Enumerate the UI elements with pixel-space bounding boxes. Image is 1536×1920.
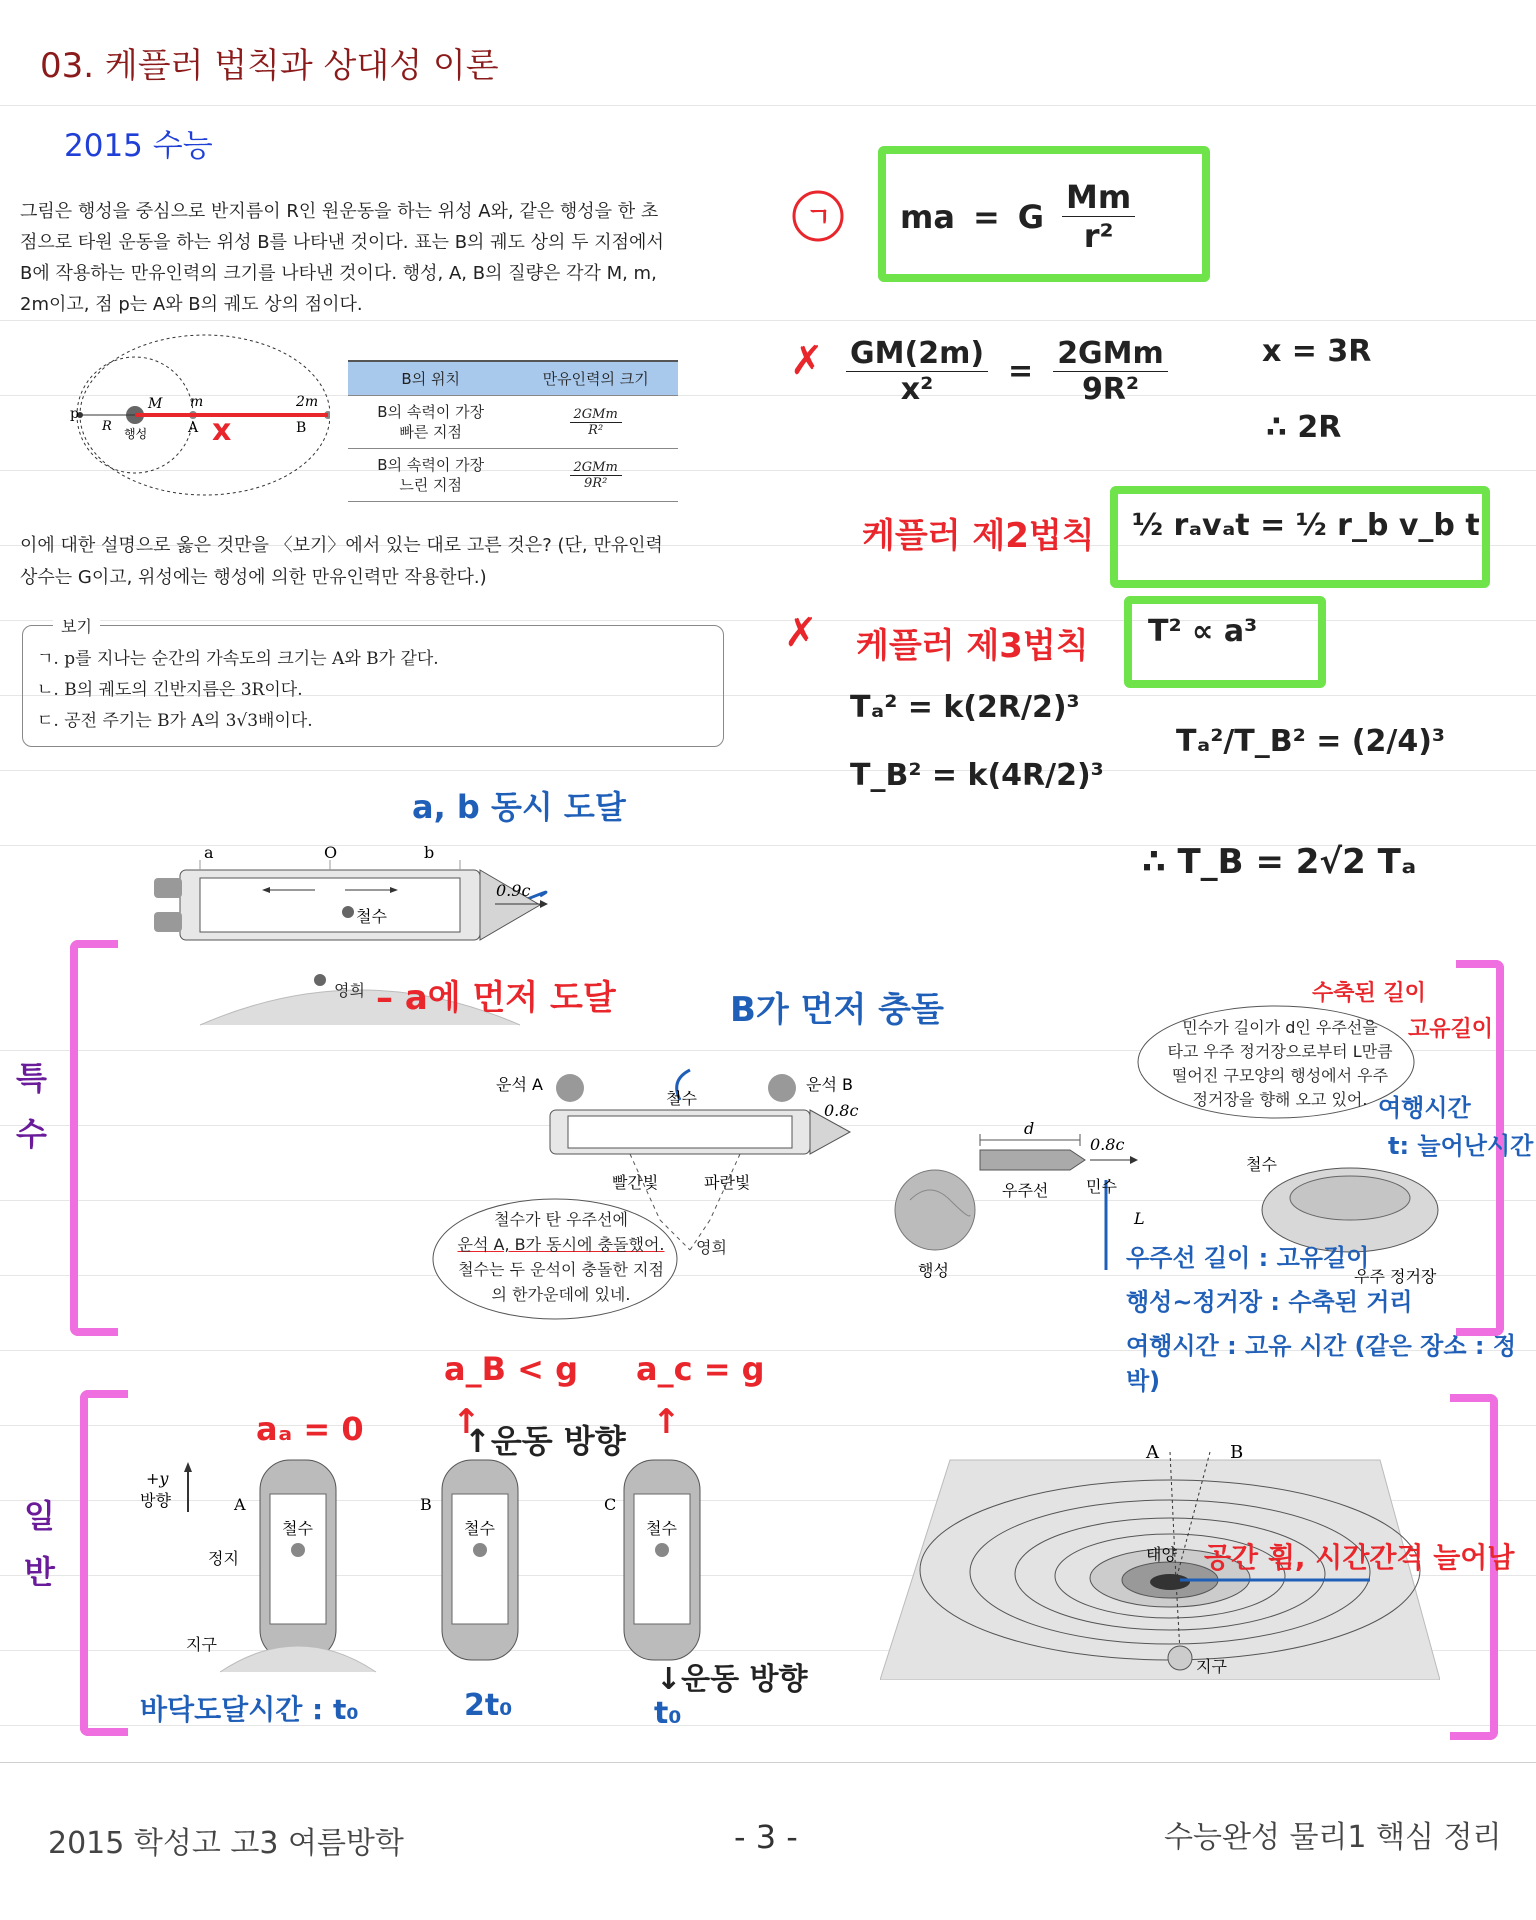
eq2-right-num: 2GMm xyxy=(1053,336,1168,372)
row-pos: 빠른 지점 xyxy=(399,423,463,441)
note-proper: 고유길이 xyxy=(1408,1017,1494,1042)
kepler2-label: 케플러 제2법칙 xyxy=(862,516,1095,556)
st-B: B xyxy=(1230,1442,1244,1463)
arrow-up: ↑ xyxy=(652,1402,681,1442)
rocket2-speed: 0.8c xyxy=(824,1101,859,1120)
choices-title: 보기 xyxy=(53,614,100,637)
note-ship-length: 우주선 길이 : 고유길이 xyxy=(1126,1244,1370,1272)
elev-chulsu: 철수 xyxy=(282,1519,313,1538)
rocket1-O: O xyxy=(324,843,338,862)
row-pos: 느린 지점 xyxy=(399,476,463,494)
choice-item: ㄱ. p를 지나는 순간의 가속도의 크기는 A와 B가 같다. xyxy=(37,649,439,669)
elevator-diagram xyxy=(130,1450,730,1690)
table-header: 만유인력의 크기 xyxy=(513,361,678,396)
label-B: B xyxy=(296,420,307,436)
special-label-char: 특 xyxy=(16,1059,47,1097)
note-spacetime: 공간 휨, 시간간격 늘어남 xyxy=(1204,1541,1515,1574)
bubble-line: 철수는 두 운석이 충돌한 지점 xyxy=(458,1260,664,1279)
arrow-up: ↑ xyxy=(452,1402,481,1442)
blue-light: 파란빛 xyxy=(704,1173,751,1192)
st-earth: 지구 xyxy=(1196,1657,1227,1676)
station-bubble-line: 민수가 길이가 d인 우주선을 xyxy=(1182,1018,1378,1037)
rocket2-younghee: 영희 xyxy=(696,1238,727,1257)
elev-B: B xyxy=(420,1495,432,1514)
kepler2-eq: ½ rₐvₐt = ½ r_b v_b t xyxy=(1132,508,1480,543)
row-force-den: 9R² xyxy=(584,475,608,491)
orbit-diagram xyxy=(70,330,330,500)
eq1-num: Mm xyxy=(1062,178,1135,217)
label-A: A xyxy=(188,420,199,436)
eq1-G: G xyxy=(1017,197,1045,236)
note-t0: t₀ xyxy=(654,1696,682,1731)
eq2: $\frac{GM(2m)}{\text{x²}}$ = $\frac{\text{2GMm}}{\text{9R²}}$ xyxy=(846,336,1168,407)
note-distance: 행성~정거장 : 수축된 거리 xyxy=(1126,1288,1413,1316)
note-a-first: – a에 먼저 도달 xyxy=(376,978,616,1018)
note-move-up: ↑운동 방향 xyxy=(464,1422,626,1460)
note-t-floor: 바닥도달시간 : t₀ xyxy=(140,1693,359,1726)
elev-earth: 지구 xyxy=(186,1635,217,1654)
problem-text xyxy=(20,196,730,320)
st-sun: 태양 xyxy=(1146,1545,1177,1564)
station-d: d xyxy=(1024,1120,1035,1138)
section-label: 2015 수능 xyxy=(64,128,213,164)
footer-right: 수능완성 물리1 핵심 정리 xyxy=(1164,1820,1502,1855)
eq1 xyxy=(900,178,1135,255)
special-bracket-left xyxy=(70,940,118,1336)
bubble-line: 철수가 탄 우주선에 xyxy=(494,1210,628,1229)
row-force-num: 2GMm xyxy=(570,460,622,476)
red-light: 빨간빛 xyxy=(612,1173,659,1192)
label-R: R xyxy=(102,419,112,434)
bubble-line: 운석 A, B가 동시에 충돌했어. xyxy=(457,1235,665,1254)
elev-chulsu: 철수 xyxy=(464,1519,495,1538)
elev-C: C xyxy=(604,1495,617,1514)
bubble-line: 의 한가운데에 있네. xyxy=(491,1285,631,1304)
elev-dir: 방향 xyxy=(140,1491,171,1510)
note-contracted: 수축된 길이 xyxy=(1312,981,1426,1006)
force-table xyxy=(348,360,678,502)
question-text xyxy=(20,530,740,594)
elev-A: A xyxy=(234,1495,246,1514)
check-mark: ✗ xyxy=(790,338,824,384)
row-pos: B의 속력이 가장 xyxy=(377,403,485,421)
note-time: 여행시간 : 고유 시간 (같은 장소 : 정박) xyxy=(1126,1332,1517,1395)
eq2-left-num: GM(2m) xyxy=(846,336,988,372)
rocket1-younghee: 영희 xyxy=(334,981,365,1000)
special-label-char: 수 xyxy=(16,1115,47,1153)
choice-item: ㄷ. 공전 주기는 B가 A의 3√3배이다. xyxy=(37,711,313,731)
st-A: A xyxy=(1146,1442,1159,1463)
kepler3-eq: T² ∝ a³ xyxy=(1148,614,1258,649)
station-label: 우주 정거장 xyxy=(1354,1267,1437,1286)
station-diagram xyxy=(890,1120,1470,1300)
station-chulsu: 철수 xyxy=(1246,1155,1277,1174)
ta-equation: Tₐ² = k(2R/2)³ xyxy=(850,690,1080,725)
x-value: x = 3R xyxy=(1262,334,1372,369)
elev-chulsu: 철수 xyxy=(646,1519,677,1538)
tb-equation: T_B² = k(4R/2)³ xyxy=(850,758,1104,793)
rocket1-chulsu: 철수 xyxy=(356,907,387,926)
general-label-char: 반 xyxy=(24,1553,55,1591)
circle-label: ㄱ xyxy=(806,203,832,233)
eq2-right-den: 9R² xyxy=(1081,372,1140,407)
label-p: p xyxy=(70,406,79,422)
problem-line: B에 작용하는 만유인력의 크기를 나타낸 것이다. 행성, A, B의 질량은 각각 M, m, xyxy=(20,263,657,284)
note-dilated: t: 늘어난시간 xyxy=(1388,1132,1534,1160)
eq1-left: ma xyxy=(900,197,955,236)
note-2t0: 2t₀ xyxy=(464,1688,513,1723)
circle-mark xyxy=(790,188,846,244)
label-x: x xyxy=(212,413,232,448)
station-minsu: 민수 xyxy=(1086,1177,1117,1196)
table-header: B의 위치 xyxy=(348,361,513,396)
page-title: 03. 케플러 법칙과 상대성 이론 xyxy=(40,46,499,86)
note-aB: a_B < g xyxy=(444,1350,578,1388)
row-force-num: 2GMm xyxy=(570,407,622,423)
choices-box xyxy=(22,617,724,747)
problem-line: 2m이고, 점 p는 A와 B의 궤도 상의 점이다. xyxy=(20,294,363,315)
table-row xyxy=(348,396,678,449)
eq1-eq: = xyxy=(972,197,1000,236)
bubble-text xyxy=(436,1207,686,1307)
general-label xyxy=(24,1488,55,1600)
station-bubble-line: 정거장을 향해 오고 있어. xyxy=(1192,1090,1368,1109)
rocket1-diagram xyxy=(140,830,580,960)
meteor-b: 운석 B xyxy=(806,1075,853,1094)
choice-item: ㄴ. B의 궤도의 긴반지름은 3R이다. xyxy=(37,680,303,700)
ratio-equation: Tₐ²/T_B² = (2/4)³ xyxy=(1176,724,1446,759)
elev-plus-y: +y xyxy=(146,1469,169,1488)
table-row xyxy=(348,449,678,502)
station-planet: 행성 xyxy=(918,1261,949,1280)
station-bubble-line: 떨어진 구모양의 행성에서 우주 xyxy=(1171,1066,1389,1085)
note-b-first: B가 먼저 충돌 xyxy=(730,990,944,1030)
label-m: m xyxy=(190,394,204,410)
rocket1-speed: 0.9c xyxy=(496,881,531,900)
label-M: M xyxy=(148,396,163,412)
meteor-a: 운석 A xyxy=(496,1075,543,1094)
footer-left: 2015 학성고 고3 여름방학 xyxy=(48,1826,404,1861)
check-mark: ✗ xyxy=(784,610,818,656)
eq2-left-den: x² xyxy=(900,372,934,407)
note-aC: a_c = g xyxy=(636,1350,765,1388)
question-line: 이에 대한 설명으로 옳은 것만을 〈보기〉에서 있는 대로 고른 것은? (단, 만유인력 xyxy=(20,535,663,556)
general-bracket-left xyxy=(80,1390,128,1736)
station-L: L xyxy=(1134,1209,1145,1228)
note-move-down: ↓운동 방향 xyxy=(656,1662,808,1697)
note-aA: aₐ = 0 xyxy=(256,1410,364,1448)
special-label xyxy=(16,1050,47,1162)
label-planet: 행성 xyxy=(124,427,148,441)
label-2m: 2m xyxy=(296,394,319,410)
note-travel-time: 여행시간 xyxy=(1378,1094,1471,1122)
rocket2-chulsu: 철수 xyxy=(666,1089,697,1108)
elev-stop: 정지 xyxy=(208,1549,239,1568)
row-force-den: R² xyxy=(588,422,604,438)
rocket1-b: b xyxy=(424,843,435,862)
station-ship: 우주선 xyxy=(1002,1181,1049,1200)
rocket1-a: a xyxy=(204,843,214,862)
tb-result: ∴ T_B = 2√2 Tₐ xyxy=(1142,842,1417,882)
kepler3-label: 케플러 제3법칙 xyxy=(856,626,1089,666)
problem-line: 점으로 타원 운동을 하는 위성 B를 나타낸 것이다. 표는 B의 궤도 상의 두 지점에서 xyxy=(20,232,664,253)
note-ab-simultaneous: a, b 동시 도달 xyxy=(412,788,626,826)
eq1-den: r² xyxy=(1083,217,1114,255)
general-label-char: 일 xyxy=(24,1497,55,1535)
row-pos: B의 속력이 가장 xyxy=(377,456,485,474)
question-line: 상수는 G이고, 위성에는 행성에 의한 만유인력만 작용한다.) xyxy=(20,567,487,588)
problem-line: 그림은 행성을 중심으로 반지름이 R인 원운동을 하는 위성 A와, 같은 행성을 한 초 xyxy=(20,201,659,222)
station-speed: 0.8c xyxy=(1090,1135,1125,1154)
therefore-2r: ∴ 2R xyxy=(1266,410,1342,445)
footer-page-number: - 3 - xyxy=(734,1818,798,1856)
station-bubble-line: 타고 우주 정거장으로부터 L만큼 xyxy=(1167,1042,1393,1061)
